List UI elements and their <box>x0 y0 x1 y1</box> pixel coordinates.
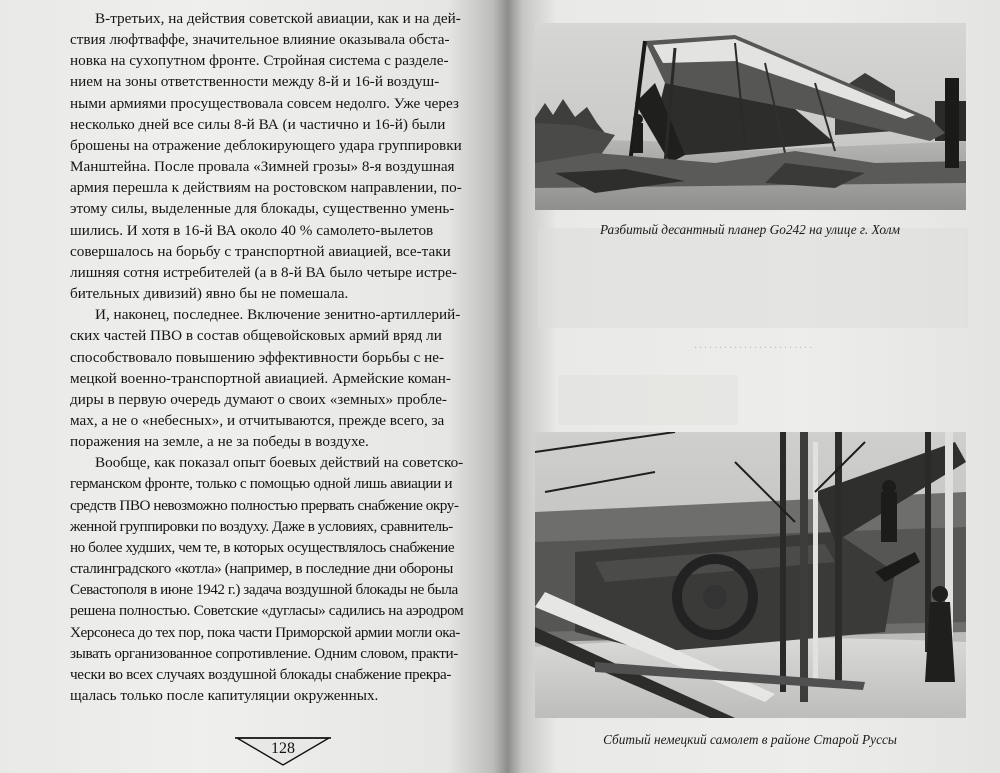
show-through-text: · · · · · · · · · · · · · · · · · · · · · · · · <box>694 343 812 354</box>
text-line: шились. И хотя в 16-й ВА около 40 % самолето-вылетов <box>70 221 434 239</box>
caption-bottom: Сбитый немецкий самолет в районе Старой Руссы <box>603 732 897 747</box>
text-line: сталинградского «котла» (например, в последние дни обороны <box>70 560 453 578</box>
text-line: мах, а не о «небесных», и отчитываются, прежде всего, за <box>70 411 445 429</box>
body-text <box>70 8 502 706</box>
text-line: ствия люфтваффе, значительное влияние оказывала обста- <box>70 31 450 49</box>
text-line: германском фронте, только с помощью одной лишь авиации и <box>70 475 453 493</box>
text-line: В-третьих, на действия советской авиации, как и на дей- <box>95 10 461 27</box>
caption-top: Разбитый десантный планер Go242 на улице г. Холм <box>599 222 901 237</box>
text-line: Севастополя в июне 1942 г.) задача воздушной блокады не была <box>70 581 458 599</box>
page-number: 128 <box>271 740 295 757</box>
text-line: новка на сухопутном фронте. Стройная система с разделе- <box>70 52 449 70</box>
page-number-marker <box>235 736 331 766</box>
text-line: зывать организованное сопротивление. Одним словом, практи- <box>70 644 458 662</box>
text-line: этому силы, выделенные для блокады, существенно умень- <box>70 200 455 218</box>
text-line: поражения на земле, а не за победы в воздухе. <box>70 433 369 451</box>
text-line: средств ПВО невозможно полностью прервать снабжение окру- <box>70 496 459 514</box>
text-line: армия перешла к действиям на ростовском направлении, по- <box>70 179 462 197</box>
text-line: диры в первую очередь думают о своих «земных» пробле- <box>70 390 447 408</box>
photo-aircraft <box>535 432 966 718</box>
photo-glider-image <box>535 23 966 210</box>
text-line: ских частей ПВО в состав общевойсковых армий вряд ли <box>70 327 442 345</box>
right-page <box>508 0 1000 773</box>
show-through-image <box>558 375 738 425</box>
photo-aircraft-image <box>535 432 966 718</box>
text-line: совершалось на борьбу с транспортной авиацией, все-таки <box>70 242 451 260</box>
text-line: нием на зоны ответственности между 8-й и 16-й воздуш- <box>70 73 440 91</box>
text-line: женной группировки по воздуху. Даже в условиях, сравнитель- <box>70 517 453 535</box>
text-line: Вообще, как показал опыт боевых действий на советско- <box>95 454 464 472</box>
text-line: решена полностью. Советские «дугласы» садились на аэродром <box>70 602 464 620</box>
text-line: способствовало повышению эффективности борьбы с не- <box>70 348 444 366</box>
text-line: Манштейна. После провала «Зимней грозы» 8-я воздушная <box>70 158 455 176</box>
text-line: щалась только после капитуляции окруженных. <box>70 687 379 704</box>
text-line: бительных дивизий) явно бы не помешала. <box>70 285 349 303</box>
show-through-image <box>538 228 968 328</box>
text-line: ными армиями просуществовала совсем недолго. Уже через <box>70 94 459 112</box>
text-line: мецкой военно-транспортной авиацией. Армейские коман- <box>70 369 451 387</box>
text-line: брошены на отражение деблокирующего удара группировки <box>70 136 462 154</box>
text-line: чески во всех случаях воздушной блокады снабжение прекра- <box>70 665 452 683</box>
photo-glider <box>535 23 966 210</box>
text-line: Херсонеса до тех пор, пока части Приморской армии могли ока- <box>70 623 460 641</box>
text-line: несколько дней все силы 8-й ВА (и частично и 16-й) были <box>70 115 446 133</box>
text-line: но более худших, чем те, в которых осуществлялось снабжение <box>70 538 455 556</box>
text-line: И, наконец, последнее. Включение зенитно-артиллерий- <box>95 306 461 324</box>
text-line: лишняя сотня истребителей (а в 8-й ВА было четыре истре- <box>70 263 457 281</box>
